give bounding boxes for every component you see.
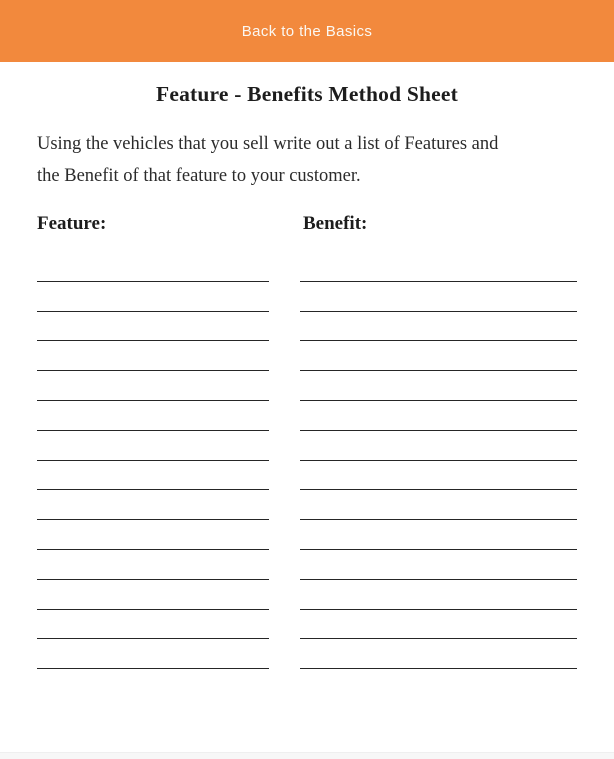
blank-line [37,610,269,640]
blank-line [300,550,577,580]
blank-line [300,252,577,282]
blank-line [300,312,577,342]
blank-line [37,520,269,550]
blank-line [300,639,577,669]
footer-strip [0,752,614,759]
blank-line [37,550,269,580]
feature-lines-column [37,252,269,669]
blank-line [300,401,577,431]
instructions-line-1: Using the vehicles that you sell write out a list of Features and [37,134,499,154]
sheet-title: Feature - Benefits Method Sheet [156,82,458,106]
blank-line [37,461,269,491]
blank-line [300,520,577,550]
benefit-column-label: Benefit: [303,213,368,234]
blank-line [37,252,269,282]
blank-line [300,490,577,520]
blank-line [37,401,269,431]
blank-line [300,371,577,401]
page-banner [0,0,614,62]
blank-line [37,312,269,342]
blank-line [37,341,269,371]
instructions-line-2: the Benefit of that feature to your customer. [37,166,361,186]
column-labels [37,212,577,236]
blank-line [300,610,577,640]
blank-line [37,371,269,401]
sheet-instructions [37,128,577,192]
banner-title: Back to the Basics [241,22,373,40]
blank-line [300,282,577,312]
blank-line [300,431,577,461]
blank-line [300,580,577,610]
writing-lines [37,252,577,669]
blank-line [300,461,577,491]
blank-line [37,490,269,520]
benefit-lines-column [300,252,577,669]
blank-line [37,282,269,312]
blank-line [300,341,577,371]
blank-line [37,580,269,610]
blank-line [37,431,269,461]
blank-line [37,639,269,669]
worksheet [0,81,614,669]
feature-column-label: Feature: [37,213,107,234]
